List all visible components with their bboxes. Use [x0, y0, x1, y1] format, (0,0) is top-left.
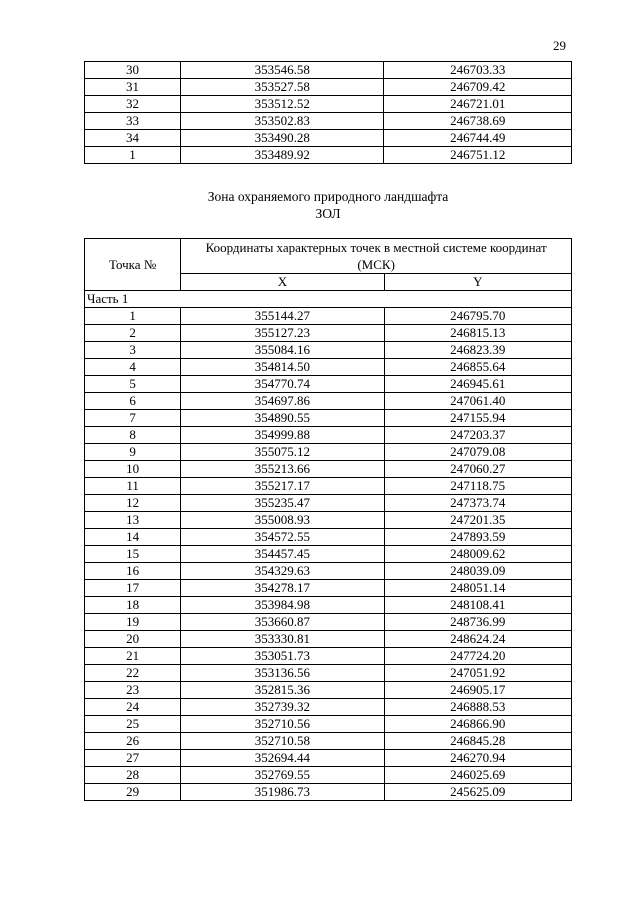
table-row — [85, 147, 572, 164]
x-coordinate-cell: 353330.81 — [181, 631, 384, 648]
y-coordinate-cell: 246888.53 — [384, 699, 571, 716]
table-row — [85, 767, 572, 784]
y-coordinate-cell: 246905.17 — [384, 682, 571, 699]
point-number-cell: 33 — [85, 113, 181, 130]
table-row — [85, 393, 572, 410]
x-coordinate-cell: 355217.17 — [181, 478, 384, 495]
x-coordinate-cell: 352739.32 — [181, 699, 384, 716]
y-coordinate-cell: 246709.42 — [384, 79, 572, 96]
x-coordinate-cell: 352694.44 — [181, 750, 384, 767]
point-number-cell: 15 — [85, 546, 181, 563]
table-row — [85, 359, 572, 376]
point-number-cell: 29 — [85, 784, 181, 801]
table-row — [85, 512, 572, 529]
x-coordinate-cell: 355084.16 — [181, 342, 384, 359]
table-row — [85, 699, 572, 716]
y-coordinate-cell: 248736.99 — [384, 614, 571, 631]
table-row — [85, 665, 572, 682]
table-row — [85, 682, 572, 699]
x-coordinate-cell: 355127.23 — [181, 325, 384, 342]
point-number-cell: 1 — [85, 147, 181, 164]
point-number-cell: 23 — [85, 682, 181, 699]
point-number-cell: 3 — [85, 342, 181, 359]
x-coordinate-cell: 355008.93 — [181, 512, 384, 529]
x-coordinate-cell: 351986.73 — [181, 784, 384, 801]
coordinates-table-body — [85, 291, 572, 801]
y-coordinate-cell: 246738.69 — [384, 113, 572, 130]
x-coordinate-cell: 354697.86 — [181, 393, 384, 410]
x-coordinate-cell: 353502.83 — [181, 113, 384, 130]
coordinates-table-continued-body — [85, 62, 572, 164]
point-number-cell: 7 — [85, 410, 181, 427]
table-row — [85, 444, 572, 461]
y-coordinate-cell: 247118.75 — [384, 478, 571, 495]
page-number: 29 — [553, 38, 566, 53]
y-coordinate-cell: 246855.64 — [384, 359, 571, 376]
point-number-cell: 2 — [85, 325, 181, 342]
x-coordinate-cell: 354999.88 — [181, 427, 384, 444]
y-coordinate-cell: 247061.40 — [384, 393, 571, 410]
coordinates-table — [84, 238, 572, 801]
x-coordinate-cell: 353660.87 — [181, 614, 384, 631]
x-coordinate-cell: 355075.12 — [181, 444, 384, 461]
x-coordinate-cell: 354278.17 — [181, 580, 384, 597]
point-number-cell: 25 — [85, 716, 181, 733]
x-coordinate-cell: 354329.63 — [181, 563, 384, 580]
point-number-cell: 22 — [85, 665, 181, 682]
y-coordinate-cell: 246751.12 — [384, 147, 572, 164]
point-number-cell: 14 — [85, 529, 181, 546]
header-coordinates: Координаты характерных точек в местной системе координат (МСК) — [181, 239, 572, 274]
y-coordinate-cell: 248624.24 — [384, 631, 571, 648]
point-number-cell: 20 — [85, 631, 181, 648]
table-row — [85, 410, 572, 427]
point-number-cell: 1 — [85, 308, 181, 325]
table-row — [85, 113, 572, 130]
table-row — [85, 784, 572, 801]
x-coordinate-cell: 355235.47 — [181, 495, 384, 512]
table-row — [85, 631, 572, 648]
point-number-cell: 13 — [85, 512, 181, 529]
header-y: Y — [384, 274, 571, 291]
x-coordinate-cell: 352815.36 — [181, 682, 384, 699]
x-coordinate-cell: 353136.56 — [181, 665, 384, 682]
table-row — [85, 478, 572, 495]
y-coordinate-cell: 248039.09 — [384, 563, 571, 580]
coordinates-table-header — [85, 239, 572, 291]
y-coordinate-cell: 246721.01 — [384, 96, 572, 113]
table-row — [85, 461, 572, 478]
y-coordinate-cell: 247060.27 — [384, 461, 571, 478]
point-number-cell: 6 — [85, 393, 181, 410]
y-coordinate-cell: 247051.92 — [384, 665, 571, 682]
point-number-cell: 30 — [85, 62, 181, 79]
y-coordinate-cell: 248009.62 — [384, 546, 571, 563]
x-coordinate-cell: 352710.56 — [181, 716, 384, 733]
x-coordinate-cell: 353546.58 — [181, 62, 384, 79]
point-number-cell: 31 — [85, 79, 181, 96]
table-row — [85, 529, 572, 546]
y-coordinate-cell: 247201.35 — [384, 512, 571, 529]
table-row — [85, 130, 572, 147]
point-number-cell: 19 — [85, 614, 181, 631]
x-coordinate-cell: 355213.66 — [181, 461, 384, 478]
coordinates-table-continued — [84, 61, 572, 164]
y-coordinate-cell: 246945.61 — [384, 376, 571, 393]
x-coordinate-cell: 354457.45 — [181, 546, 384, 563]
y-coordinate-cell: 246703.33 — [384, 62, 572, 79]
y-coordinate-cell: 246823.39 — [384, 342, 571, 359]
point-number-cell: 28 — [85, 767, 181, 784]
y-coordinate-cell: 246025.69 — [384, 767, 571, 784]
x-coordinate-cell: 354890.55 — [181, 410, 384, 427]
y-coordinate-cell: 245625.09 — [384, 784, 571, 801]
point-number-cell: 9 — [85, 444, 181, 461]
table-row — [85, 750, 572, 767]
table-row — [85, 325, 572, 342]
table-row — [85, 342, 572, 359]
point-number-cell: 32 — [85, 96, 181, 113]
point-number-cell: 11 — [85, 478, 181, 495]
table-row — [85, 597, 572, 614]
y-coordinate-cell: 247155.94 — [384, 410, 571, 427]
point-number-cell: 10 — [85, 461, 181, 478]
x-coordinate-cell: 353489.92 — [181, 147, 384, 164]
point-number-cell: 12 — [85, 495, 181, 512]
table-row — [85, 376, 572, 393]
point-number-cell: 4 — [85, 359, 181, 376]
table-row — [85, 495, 572, 512]
x-coordinate-cell: 354572.55 — [181, 529, 384, 546]
table-row — [85, 546, 572, 563]
point-number-cell: 27 — [85, 750, 181, 767]
point-number-cell: 26 — [85, 733, 181, 750]
y-coordinate-cell: 246744.49 — [384, 130, 572, 147]
header-point-number: Точка № — [85, 239, 181, 291]
table-row — [85, 580, 572, 597]
table-row — [85, 716, 572, 733]
y-coordinate-cell: 247079.08 — [384, 444, 571, 461]
part-row — [85, 291, 572, 308]
x-coordinate-cell: 353051.73 — [181, 648, 384, 665]
point-number-cell: 34 — [85, 130, 181, 147]
y-coordinate-cell: 246795.70 — [384, 308, 571, 325]
y-coordinate-cell: 247893.59 — [384, 529, 571, 546]
header-x: X — [181, 274, 384, 291]
point-number-cell: 16 — [85, 563, 181, 580]
point-number-cell: 18 — [85, 597, 181, 614]
x-coordinate-cell: 354770.74 — [181, 376, 384, 393]
table-row — [85, 563, 572, 580]
x-coordinate-cell: 352710.58 — [181, 733, 384, 750]
y-coordinate-cell: 248108.41 — [384, 597, 571, 614]
x-coordinate-cell: 353490.28 — [181, 130, 384, 147]
table-row — [85, 648, 572, 665]
table-row — [85, 62, 572, 79]
y-coordinate-cell: 246845.28 — [384, 733, 571, 750]
point-number-cell: 17 — [85, 580, 181, 597]
x-coordinate-cell: 354814.50 — [181, 359, 384, 376]
y-coordinate-cell: 247724.20 — [384, 648, 571, 665]
x-coordinate-cell: 352769.55 — [181, 767, 384, 784]
section-subtitle: ЗОЛ — [315, 206, 341, 221]
y-coordinate-cell: 246270.94 — [384, 750, 571, 767]
point-number-cell: 8 — [85, 427, 181, 444]
y-coordinate-cell: 247203.37 — [384, 427, 571, 444]
point-number-cell: 21 — [85, 648, 181, 665]
table-row — [85, 427, 572, 444]
table-row — [85, 308, 572, 325]
x-coordinate-cell: 353984.98 — [181, 597, 384, 614]
y-coordinate-cell: 247373.74 — [384, 495, 571, 512]
part-label: Часть 1 — [85, 291, 572, 308]
table-row — [85, 79, 572, 96]
x-coordinate-cell: 353512.52 — [181, 96, 384, 113]
y-coordinate-cell: 246866.90 — [384, 716, 571, 733]
table-row — [85, 614, 572, 631]
point-number-cell: 5 — [85, 376, 181, 393]
x-coordinate-cell: 353527.58 — [181, 79, 384, 96]
x-coordinate-cell: 355144.27 — [181, 308, 384, 325]
point-number-cell: 24 — [85, 699, 181, 716]
section-title: Зона охраняемого природного ландшафта — [207, 189, 449, 204]
table-row — [85, 733, 572, 750]
table-row — [85, 96, 572, 113]
y-coordinate-cell: 246815.13 — [384, 325, 571, 342]
y-coordinate-cell: 248051.14 — [384, 580, 571, 597]
